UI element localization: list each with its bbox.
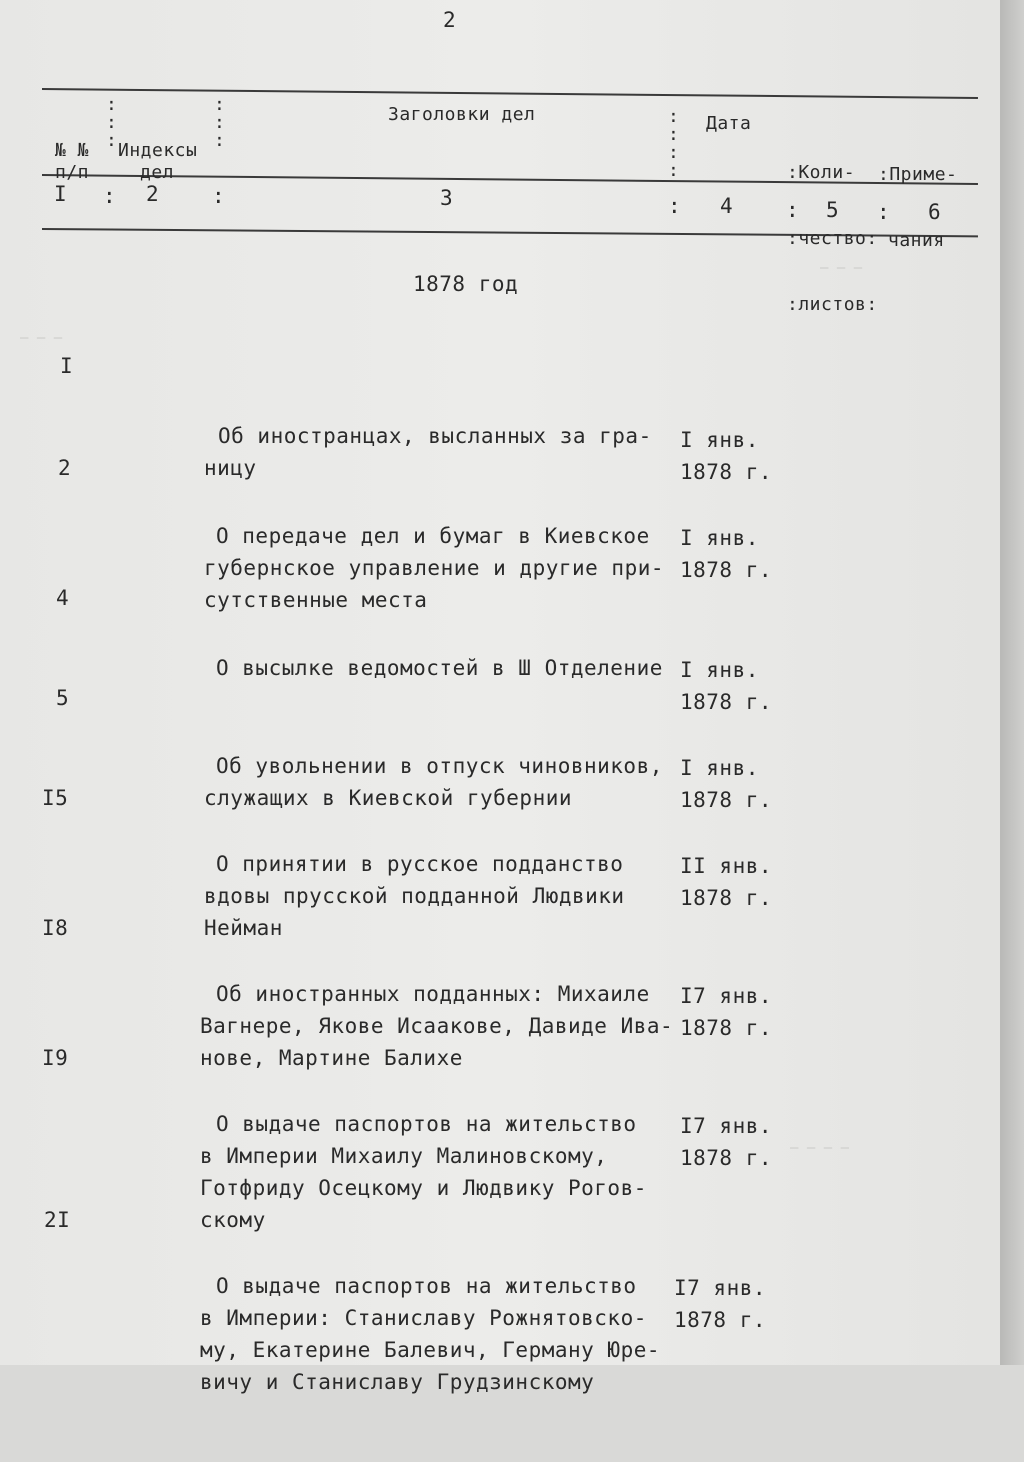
column-number-separator: : xyxy=(877,200,891,224)
page-number: 2 xyxy=(443,8,457,32)
entry-number: I5 xyxy=(42,786,69,810)
column-number-separator: : xyxy=(212,184,226,208)
entry-date: I янв. 1878 г. xyxy=(680,526,773,582)
column-number-separator: : xyxy=(668,194,682,218)
column-number: 6 xyxy=(928,200,942,224)
entry-date: I7 янв. 1878 г. xyxy=(680,984,773,1040)
entry-title: Об иностранных подданных: Михаиле Вагнере, Якове Исаакове, Давиде Ива- нове, Мартине Балихе xyxy=(200,982,674,1070)
column-number: 2 xyxy=(146,182,160,206)
entry-title: Об иностранцах, высланных за гра- ницу xyxy=(204,424,652,480)
column-number: 3 xyxy=(440,186,454,210)
entry-number: I xyxy=(60,354,74,378)
header-num-label: № № п/п xyxy=(55,140,90,183)
column-number-separator: : xyxy=(103,184,117,208)
entry-number: 5 xyxy=(56,686,70,710)
bleed-through-mark: — — — xyxy=(820,260,863,276)
header-qty-label: :Коли- :чество: :листов: xyxy=(787,162,878,315)
header-index-label: Индексы дел xyxy=(118,140,198,183)
header-colon: : : : : xyxy=(668,106,680,181)
year-heading: 1878 год xyxy=(413,272,519,296)
entry-date: I7 янв. 1878 г. xyxy=(680,1114,773,1170)
page-edge-shadow xyxy=(1000,0,1024,1365)
entry-title: О принятии в русское подданство вдовы прусской подданной Людвики Нейман xyxy=(204,852,625,940)
entry-date: I янв. 1878 г. xyxy=(680,428,773,484)
bleed-through-mark: — — — — xyxy=(790,1140,850,1156)
header-colon: : : : xyxy=(214,94,226,151)
column-number-separator: : xyxy=(786,198,800,222)
entry-title: О передаче дел и бумаг в Киевское губернское управление и другие при- сутственные места xyxy=(204,524,665,612)
header-notes-label: :Приме- чания xyxy=(878,164,958,251)
entry-date: I янв. 1878 г. xyxy=(680,658,773,714)
header-date-label: Дата xyxy=(706,113,752,134)
entry-number: I8 xyxy=(42,916,69,940)
entry-title: О высылке ведомостей в Ш Отделение xyxy=(216,656,663,680)
entry-date: I янв. 1878 г. xyxy=(680,756,773,812)
entry-date: I7 янв. 1878 г. xyxy=(674,1276,767,1332)
header-title-label: Заголовки дел xyxy=(388,104,536,125)
entry-number: 2 xyxy=(58,456,72,480)
entry-date: II янв. 1878 г. xyxy=(680,854,773,910)
entry-number: 4 xyxy=(56,586,70,610)
header-colon: : : : xyxy=(106,94,118,151)
column-number: 5 xyxy=(826,198,840,222)
column-number: I xyxy=(54,182,68,206)
bleed-through-mark: — — — xyxy=(20,330,63,346)
column-number: 4 xyxy=(720,194,734,218)
entry-title: О выдаче паспортов на жительство в Империи Михаилу Малиновскому, Готфриду Осецкому и Людвику Рогов- скому xyxy=(200,1112,647,1232)
entry-title: О выдаче паспортов на жительство в Империи: Станиславу Рожнятовско- му, Екатерине Балевич, Герману Юре- вичу и Станиславу Грудзинскому xyxy=(200,1274,661,1394)
entry-title: Об увольнении в отпуск чиновников, служащих в Киевской губернии xyxy=(204,754,663,810)
entry-number: 2I xyxy=(44,1208,71,1232)
entry-number: I9 xyxy=(42,1046,69,1070)
